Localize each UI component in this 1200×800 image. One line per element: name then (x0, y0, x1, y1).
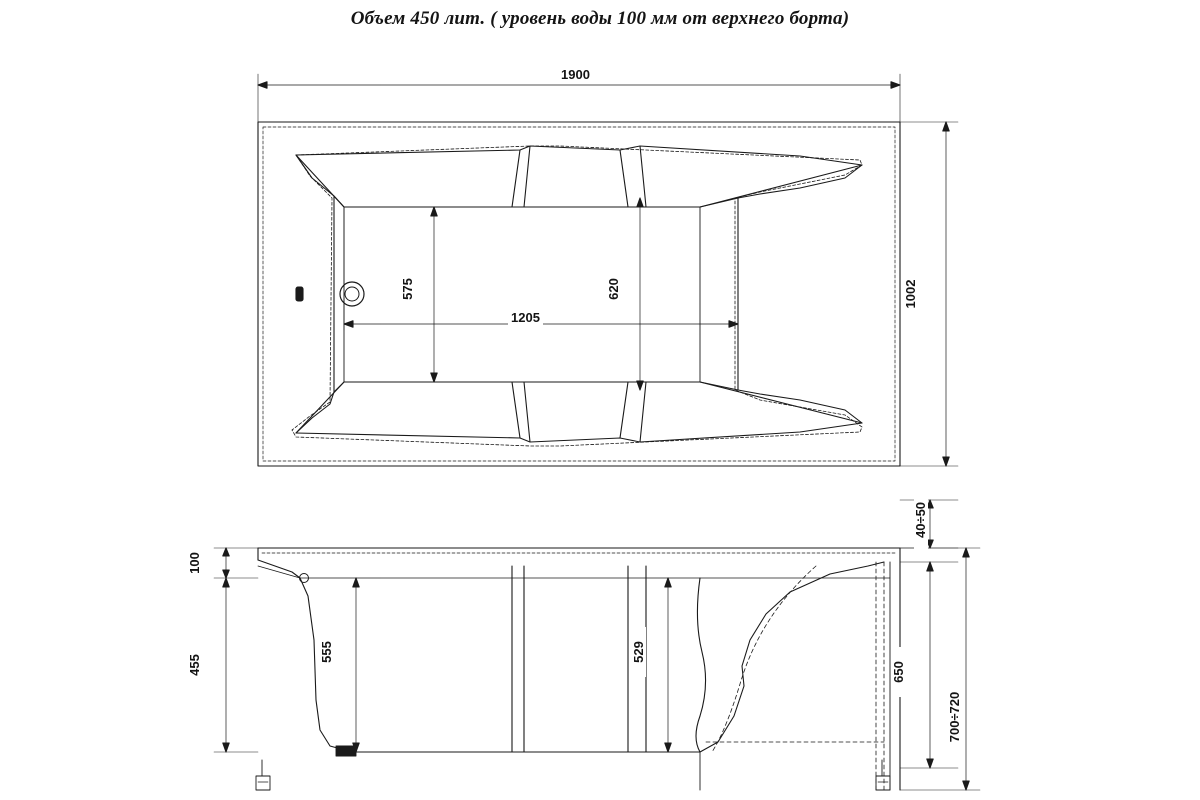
dim-water-from-rim: 100 (188, 538, 202, 588)
dim-inner-width-mid: 620 (607, 264, 621, 314)
dim-inner-length: 1205 (508, 311, 543, 325)
dim-top-height: 1002 (904, 269, 918, 319)
dim-bowl-length-left: 555 (320, 627, 334, 677)
dim-overall-height: 700÷720 (948, 680, 962, 754)
page-title: Объем 450 лит. ( уровень воды 100 мм от верхнего борта) (350, 8, 850, 29)
dim-bowl-length-right: 529 (632, 627, 646, 677)
dim-bowl-height: 650 (892, 647, 906, 697)
dim-rim-thickness: 40÷50 (914, 489, 928, 551)
dim-top-width: 1900 (558, 68, 593, 82)
dim-inner-width-front: 575 (401, 264, 415, 314)
dim-inner-depth: 455 (188, 640, 202, 690)
